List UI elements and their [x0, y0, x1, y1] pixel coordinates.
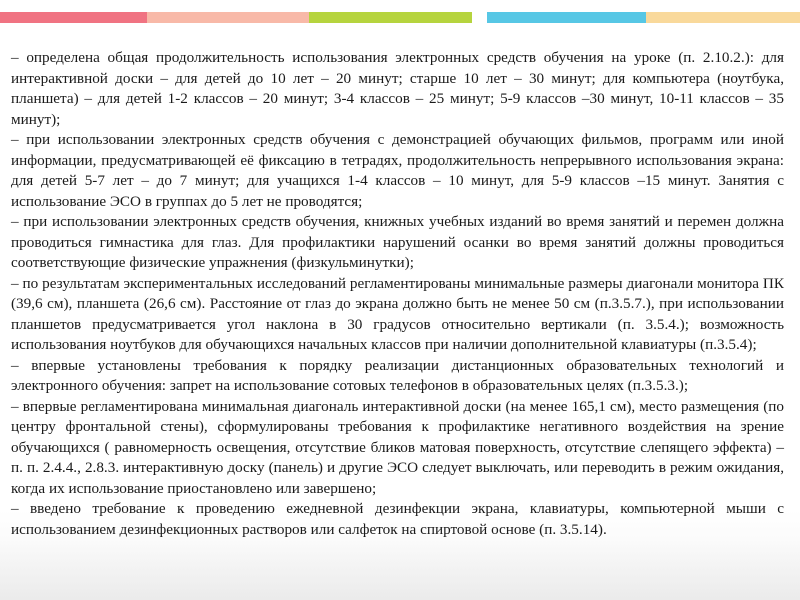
stripe-segment-yellow [646, 12, 800, 23]
paragraph-disinfection: – введено требование к проведению ежедневной дезинфекции экрана, клавиатуры, компьютерной мыши с использованием дезинфекционных растворов или салфеток на спиртовой основе (п. 3.5.14). [11, 500, 784, 538]
decorative-color-stripe [0, 12, 800, 23]
stripe-segment-peach [147, 12, 309, 23]
paragraph-distance-learning: – впервые установлены требования к порядку реализации дистанционных образовательных технологий и электронного обучения: запрет на использование сотовых телефонов в образовательных целях (п.3.5.3.); [11, 356, 784, 394]
stripe-segment-pink [0, 12, 147, 23]
slide-body-text [11, 48, 784, 540]
paragraph-screen-time-limits: – определена общая продолжительность использования электронных средств обучения на уроке (п. 2.10.2.): для интерактивной доски – для детей до 10 лет – 20 минут; старше 10 лет – 30 минут; для компьютера (ноутбука, планшета) – для детей 1-2 классов – 20 минут; 3-4 классов – 25 минут; 5-9 классов –30 минут, 10-11 классов – 35 минут); [11, 49, 784, 128]
paragraph-monitor-sizes: – по результатам экспериментальных исследований регламентированы минимальные размеры диагонали монитора ПК (39,6 см), планшета (26,6 см). Расстояние от глаз до экрана должно быть не менее 50 см (п.3.5.7.), при использовании планшетов предусматривается угол наклона в 30 градусов относительно вертикали (п. 3.5.4.); возможность использования ноутбуков для обучающихся начальных классов при наличии дополнительной клавиатуры (п.3.5.4); [11, 274, 784, 353]
stripe-segment-gap [472, 12, 487, 23]
bottom-gradient [0, 540, 800, 600]
paragraph-continuous-screen-use: – при использовании электронных средств обучения с демонстрацией обучающих фильмов, программ или иной информации, предусматривающей её фиксацию в тетрадях, продолжительность непрерывного использования экрана: для детей 5-7 лет – до 7 минут; для учащихся 1-4 классов – 10 минут, для 5-9 классов –15 минут. Занятия с использование ЭСО в группах до 5 лет не проводятся; [11, 131, 784, 210]
stripe-segment-green [309, 12, 472, 23]
paragraph-interactive-board: – впервые регламентирована минимальная диагональ интерактивной доски (на менее 165,1 см), место размещения (по центру фронтальной стены), сформулированы требования к профилактике негативного воздействия на зрение обучающихся ( равномерность освещения, отсутствие бликов матовая поверхность, отсутствие слепящего эффекта) – п. п. 2.4.4., 2.8.3. интерактивную доску (панель) и другие ЭСО следует выключать, или переводить в режим ожидания, когда их использование приостановлено или завершено; [11, 397, 784, 497]
stripe-segment-blue [487, 12, 646, 23]
paragraph-eye-gymnastics: – при использовании электронных средств обучения, книжных учебных изданий во время занятий и перемен должна проводиться гимнастика для глаз. Для профилактики нарушений осанки во время занятий должны проводиться соответствующие физические упражнения (физкульминутки); [11, 213, 784, 271]
